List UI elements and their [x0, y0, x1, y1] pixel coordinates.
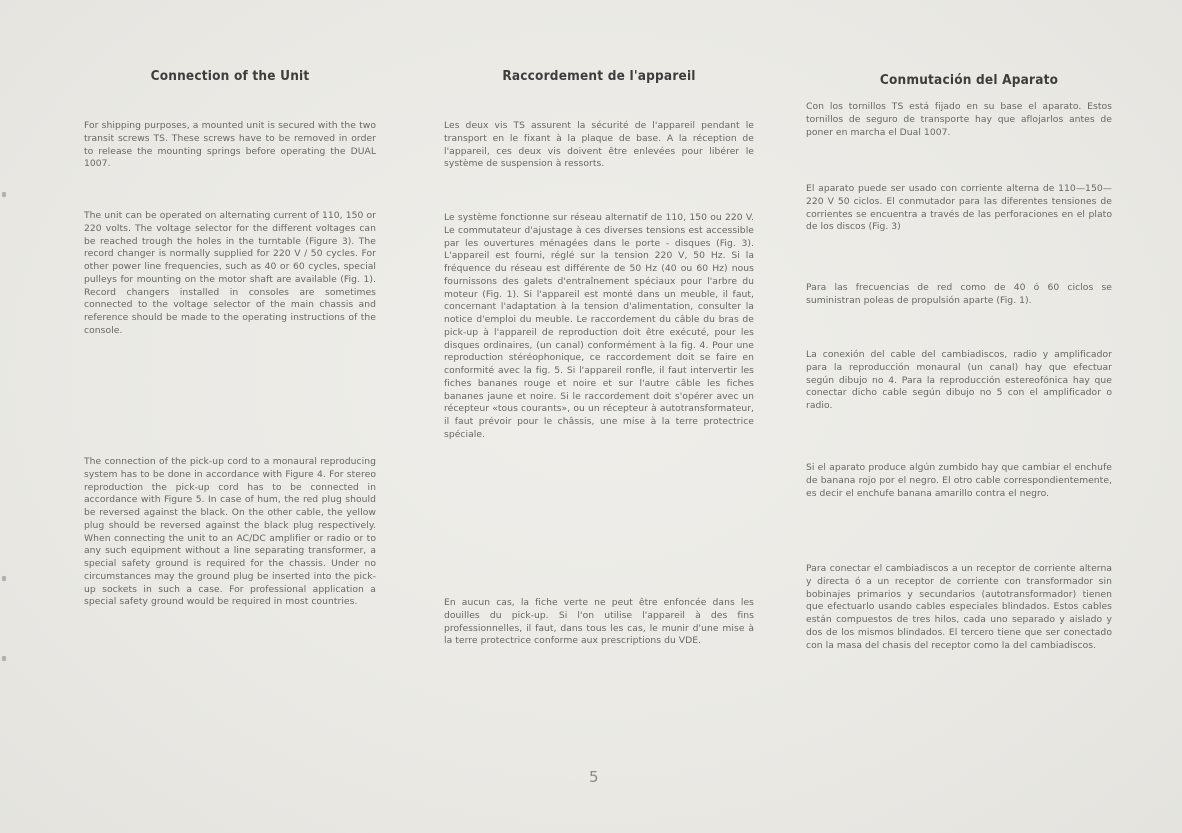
heading-french: Raccordement de l'appareil	[502, 68, 696, 84]
paragraph-en-3: The connection of the pick-up cord to a monaural reproducing system has to be done in accordance with Figure 4. For stereo reproduction the pick-up cord has to be connected in accordance with Figure 5. In case of hum, the red plug should be reversed against the black. On the other cable, the yellow plug should be reversed against the black plug respectively. When connecting the unit to an AC/DC amplifier or radio or to any such equipment without a line separating transformer, a special safety ground is required for the chassis. Under no circumstances may the ground plug be inserted into the pick-up sockets in such a case. For professional application a special safety ground would be required in most countries.	[84, 456, 376, 608]
heading-english: Connection of the Unit	[150, 68, 310, 84]
heading-spanish: Conmutación del Aparato	[879, 72, 1059, 88]
paragraph-es-1: Con los tornillos TS está fijado en su base el aparato. Estos tornillos de seguro de transporte hay que aflojarlos antes de poner en marcha el Dual 1007.	[806, 101, 1112, 138]
paragraph-es-3: Para las frecuencias de red como de 40 ó 60 ciclos se suministran poleas de propulsión aparte (Fig. 1).	[806, 282, 1112, 306]
edge-speck	[2, 192, 6, 197]
paragraph-es-5: Si el aparato produce algún zumbido hay que cambiar el enchufe de banana rojo por el negro. El otro cable correspondientemente, es decir el enchufe banana amarillo contra el negro.	[806, 462, 1112, 499]
paragraph-es-6: Para conectar el cambiadiscos a un receptor de corriente alterna y directa ó a un receptor de corriente con transformador sin bobinajes primarios y secundarios (autotransformador) tienen que efectuarlo usando cables especiales blindados. Estos cables están compuestos de tres hilos, cada uno separado y aislado y dos de los mismos blindados. El tercero tiene que ser conectado con la masa del chasis del receptor como la del cambiadiscos.	[806, 563, 1112, 651]
paragraph-es-4: La conexión del cable del cambiadiscos, radio y amplificador para la reproducción monaural (un canal) hay que efectuar según dibujo no 4. Para la reproducción estereofónica hay que conectar dicho cable según dibujo no 5 con el amplificador o radio.	[806, 349, 1112, 411]
paragraph-fr-1: Les deux vis TS assurent la sécurité de l'appareil pendant le transport en le fixant à la plaque de base. A la réception de l'appareil, ces deux vis doivent être enlevées pour libérer le système de suspension à ressorts.	[444, 120, 754, 170]
edge-speck	[2, 656, 6, 661]
paragraph-en-1: For shipping purposes, a mounted unit is secured with the two transit screws TS. These screws have to be removed in order to release the mounting springs before operating the DUAL 1007.	[84, 120, 376, 170]
paragraph-en-2: The unit can be operated on alternating current of 110, 150 or 220 volts. The voltage selector for the different voltages can be reached trough the holes in the turntable (Figure 3). The record changer is normally supplied for 220 V / 50 cycles. For other power line frequencies, such as 40 or 60 cycles, special pulleys for mounting on the motor shaft are available (Fig. 1). Record changers installed in consoles are sometimes connected to the voltage selector of the main chassis and reference should be made to the operating instructions of the console.	[84, 210, 376, 336]
paragraph-es-2: El aparato puede ser usado con corriente alterna de 110—150—220 V 50 ciclos. El conmutador para las diferentes tensiones de corrientes se encuentra a través de las perforaciones en el plato de los discos (Fig. 3)	[806, 183, 1112, 233]
paragraph-fr-2: Le système fonctionne sur réseau alternatif de 110, 150 ou 220 V. Le commutateur d'ajustage à ces diverses tensions est accessible par les ouvertures ménagées dans le porte - disques (Fig. 3). L'appareil est fourni, réglé sur la tension 220 V, 50 Hz. Si la fréquence du réseau est différente de 50 Hz (40 ou 60 Hz) nous fournissons des galets d'entraînement spéciaux pour l'arbre du moteur (Fig. 1). Si l'appareil est monté dans un meuble, il faut, concernant l'adaptation à la tension d'alimentation, consulter la notice d'emploi du meuble. Le raccordement du câble du bras de pick-up à l'appareil de reproduction doit être exécuté, pour les disques ordinaires, (un canal) conformément à la fig. 4. Pour une reproduction stéréophonique, ce raccordement doit se faire en conformité avec la fig. 5. Si l'appareil ronfle, il faut intervertir les fiches bananes rouge et noire et sur l'autre câble les fiches bananes jaune et noire. Si le raccordement doit s'opérer avec un récepteur «tous courants», ou un récepteur à autotransformateur, il faut prévoir pour le châssis, une mise à la terre protectrice spéciale.	[444, 212, 754, 440]
page-number: 5	[589, 768, 599, 786]
edge-speck	[2, 576, 6, 581]
paragraph-fr-3: En aucun cas, la fiche verte ne peut être enfoncée dans les douilles du pick-up. Si l'on utilise l'appareil à des fins professionnelles, il faut, dans tous les cas, le munir d'une mise à la terre protectrice conforme aux prescriptions du VDE.	[444, 597, 754, 647]
